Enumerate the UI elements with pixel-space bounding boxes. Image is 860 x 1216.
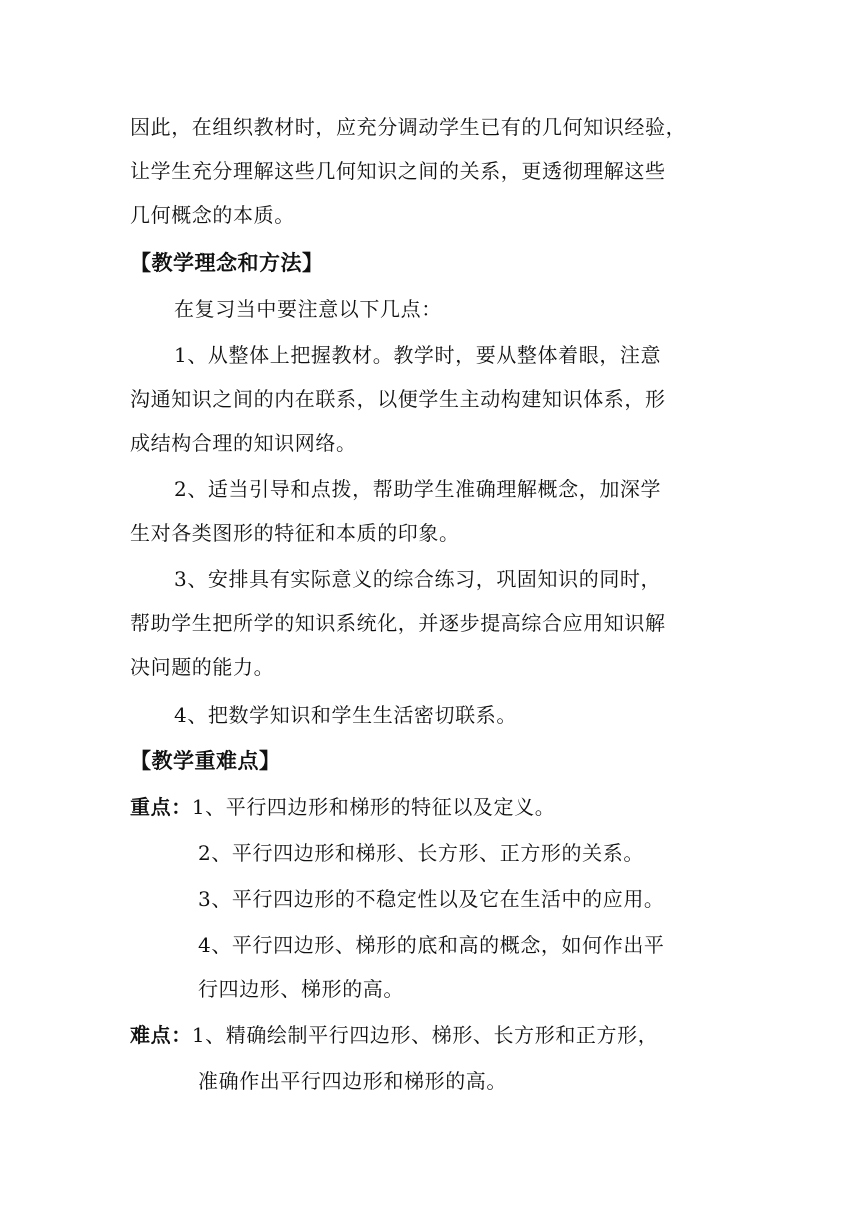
methods-item3-line-1: 3、安排具有实际意义的综合练习，巩固知识的同时， — [174, 567, 662, 591]
focus-heading: 【教学重难点】 — [130, 749, 281, 773]
intro-line-2: 让学生充分理解这些几何知识之间的关系，更透彻理解这些 — [130, 159, 666, 183]
methods-item1-line-3: 成结构合理的知识网络。 — [130, 431, 357, 455]
key-points-label: 重点： — [130, 795, 192, 819]
key-point-4-line-1: 4、平行四边形、梯形的底和高的概念，如何作出平 — [198, 933, 665, 957]
key-point-1: 1、平行四边形和梯形的特征以及定义。 — [191, 795, 556, 819]
methods-lead: 在复习当中要注意以下几点： — [174, 297, 442, 321]
methods-item2-line-2: 生对各类图形的特征和本质的印象。 — [130, 521, 460, 545]
methods-heading: 【教学理念和方法】 — [130, 251, 324, 275]
methods-item3-line-2: 帮助学生把所学的知识系统化，并逐步提高综合应用知识解 — [130, 611, 666, 635]
key-point-2: 2、平行四边形和梯形、长方形、正方形的关系。 — [198, 841, 644, 865]
methods-item3-line-3: 决问题的能力。 — [130, 655, 275, 679]
intro-line-3: 几何概念的本质。 — [130, 203, 295, 227]
key-point-4-line-2: 行四边形、梯形的高。 — [198, 977, 404, 1001]
methods-item2-line-1: 2、适当引导和点拨，帮助学生准确理解概念，加深学 — [174, 477, 662, 501]
difficulty-label: 难点： — [130, 1023, 192, 1047]
difficulty-row-1 — [130, 1022, 730, 1048]
key-point-3: 3、平行四边形的不稳定性以及它在生活中的应用。 — [198, 887, 665, 911]
key-points-row-1 — [130, 794, 730, 820]
methods-item1-line-2: 沟通知识之间的内在联系，以便学生主动构建知识体系，形 — [130, 387, 666, 411]
methods-item1-line-1: 1、从整体上把握教材。教学时，要从整体着眼，注意 — [174, 343, 662, 367]
intro-line-1: 因此，在组织教材时，应充分调动学生已有的几何知识经验， — [130, 115, 687, 139]
difficulty-1-line-2: 准确作出平行四边形和梯形的高。 — [198, 1069, 507, 1093]
difficulty-1-line-1: 1、精确绘制平行四边形、梯形、长方形和正方形， — [191, 1023, 659, 1047]
methods-item4: 4、把数学知识和学生生活密切联系。 — [174, 703, 517, 727]
